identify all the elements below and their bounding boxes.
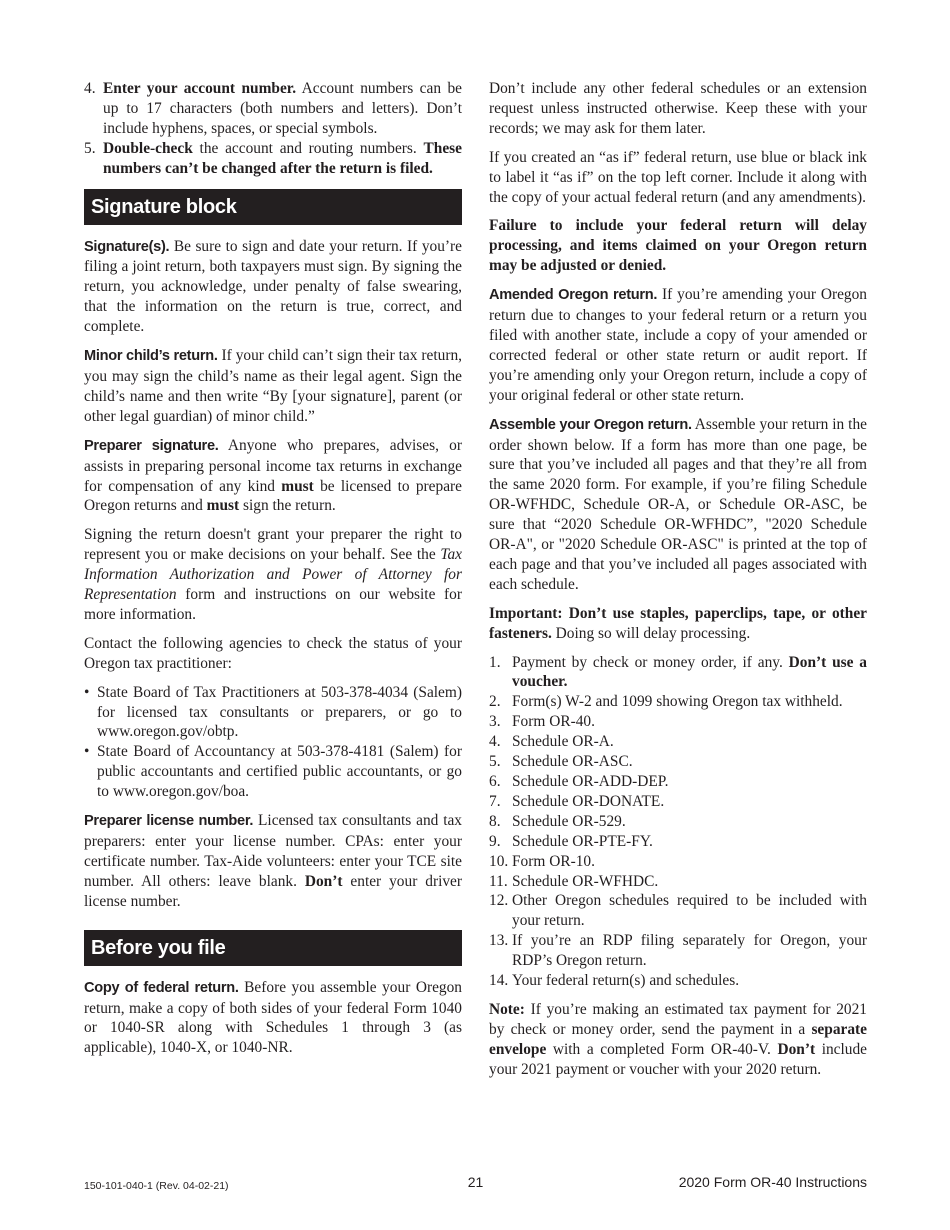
page-number: 21 (467, 1174, 484, 1190)
item-number: 13. (489, 932, 509, 950)
list-item (489, 653, 867, 693)
paragraph-label: Signature(s). (84, 238, 170, 255)
item-text: Payment by check or money order, if any. (512, 653, 789, 671)
step-number: 4. (84, 80, 96, 97)
paragraph-text: Signing the return doesn't grant your preparer the right to represent you or make decisions on your behalf. See the (84, 526, 462, 564)
list-item (489, 692, 867, 712)
emphasis: separate envelope (489, 1020, 867, 1058)
item-number: 1. (489, 653, 501, 671)
bullet-icon: • (84, 743, 90, 761)
paragraph-text: be licensed to prepare Oregon returns and (84, 477, 462, 515)
note-label: Note: (489, 1000, 525, 1018)
paragraph-label: Amended Oregon return. (489, 287, 658, 304)
item-number: 2. (489, 693, 501, 711)
item-text: Schedule OR-PTE-FY. (512, 832, 653, 850)
paragraph-text: Anyone who prepares, advises, or assists in preparing personal income tax returns in exchange for compensation of any kind (84, 436, 462, 495)
step-text: Account numbers can be up to 17 characters (both numbers and letters). Don’t include hyphens, spaces, or special symbols. (103, 80, 462, 137)
direct-deposit-steps (84, 79, 462, 179)
item-number: 9. (489, 832, 501, 850)
item-text: Form(s) W-2 and 1099 showing Oregon tax withheld. (512, 693, 843, 711)
item-text: Schedule OR-529. (512, 812, 626, 830)
paragraph-text: If you’re amending your Oregon return due to changes to your federal return or a return you filed with another state, include a copy of your amended or corrected federal or other state return or audit report. If you’re amending only your Oregon return, include a copy of your original federal or other state return. (489, 286, 867, 404)
item-number: 4. (489, 733, 501, 751)
list-item (489, 971, 867, 991)
step-label: Double-check (103, 139, 193, 157)
list-item (489, 712, 867, 732)
paragraph-label: Preparer signature. (84, 437, 219, 454)
paragraph-text: sign the return. (239, 497, 336, 515)
paragraph-text: If you’re making an estimated tax payment for 2021 by check or money order, send the payment in a (489, 1000, 867, 1038)
item-number: 7. (489, 792, 501, 810)
list-item (84, 742, 462, 802)
bullet-icon: • (84, 683, 90, 701)
paragraph-label: Minor child’s return. (84, 348, 218, 365)
paragraph-text: Be sure to sign and date your return. If you’re filing a joint return, both taxpayers must sign. By signing the return, you acknowledge, under penalty of false swearing, that the information on the return is true, correct, and complete. (84, 237, 462, 336)
list-item (489, 891, 867, 931)
signatures-paragraph (84, 237, 462, 338)
document-title: 2020 Form OR-40 Instructions (678, 1174, 867, 1190)
step-number: 5. (84, 139, 96, 157)
paragraph-text: If your child can’t sign their tax return, you may sign the child’s name as their legal agent. Sign the child’s name and then write “By [your signature], parent (or other legal guardian) of minor child.” (84, 347, 462, 425)
paragraph-text: Before you assemble your Oregon return, make a copy of both sides of your federal Form 1040 or 1040-SR along with Schedules 1 through 3 (as applicable), 1040-X, or 1040-NR. (84, 978, 462, 1057)
item-number: 3. (489, 713, 501, 731)
list-item (489, 812, 867, 832)
item-emphasis: Don’t use a voucher. (512, 653, 867, 691)
item-number: 8. (489, 812, 501, 830)
item-text: Schedule OR-DONATE. (512, 792, 665, 810)
emphasis: Don’t (777, 1040, 816, 1058)
list-item-text: State Board of Tax Practitioners at 503-378-4034 (Salem) for licensed tax consultants or preparers, or go to www.oregon.gov/obtp. (97, 683, 462, 741)
emphasis: Don’t (304, 872, 343, 890)
item-number: 5. (489, 753, 501, 771)
copy-federal-paragraph (84, 978, 462, 1059)
paragraph-text: form and instructions on our website for more information. (84, 586, 462, 623)
paragraph-text: Doing so will delay processing. (551, 624, 751, 642)
step-warning: These numbers can’t be changed after the return is filed. (103, 139, 462, 177)
preparer-signature-paragraph (84, 436, 462, 517)
paragraph-label: Copy of federal return. (84, 979, 239, 996)
assemble-paragraph (489, 415, 867, 595)
section-heading-signature-block: Signature block (84, 189, 462, 225)
section-heading-before-you-file: Before you file (84, 930, 462, 966)
amended-return-paragraph (489, 285, 867, 405)
emphasis: must (206, 497, 240, 515)
paragraph-text: Assemble your return in the order shown below. If a form has more than one page, be sure that you’ve included all pages and that they’re all from the same 2020 form. For example, if you’re filing Schedule OR-WFHDC, Schedule OR-A, or Schedule OR-ASC, be sure that “2020 Schedule OR-WFHDC”, "2020 Schedule OR-A", or "2020 Schedule OR-ASC" is printed at the top of each page and that you’ve included all pages associated with each schedule. (489, 415, 867, 593)
list-item (489, 931, 867, 971)
failure-warning (489, 216, 867, 276)
left-column (84, 79, 462, 1067)
list-item (489, 832, 867, 852)
emphasis: Important: Don’t use staples, paperclips, tape, or other fasteners. (489, 604, 867, 642)
list-item (489, 792, 867, 812)
important-paragraph (489, 604, 867, 644)
federal-schedules-paragraph: Don’t include any other federal schedules or an extension request unless instructed otherwise. Keep these with your records; we may ask for them later. (489, 80, 867, 137)
preparer-license-paragraph (84, 811, 462, 912)
list-item (489, 752, 867, 772)
right-column (489, 79, 867, 1089)
contact-paragraph: Contact the following agencies to check the status of your Oregon tax practitioner: (84, 634, 462, 672)
item-number: 12. (489, 892, 509, 910)
list-item (84, 683, 462, 743)
note-paragraph (489, 1000, 867, 1080)
paragraph-label: Preparer license number. (84, 813, 254, 830)
item-number: 11. (489, 872, 508, 890)
emphasis: must (281, 477, 314, 495)
page-footer (84, 1173, 867, 1193)
list-item (489, 732, 867, 752)
item-text: Schedule OR-ADD-DEP. (512, 773, 669, 790)
minor-child-paragraph (84, 346, 462, 427)
paragraph-text: with a completed Form OR-40-V. (546, 1040, 778, 1058)
paragraph-text: enter your driver license number. (84, 872, 463, 910)
item-text: Schedule OR-ASC. (512, 753, 633, 771)
form-id: 150-101-040-1 (Rev. 04-02-21) (84, 1180, 229, 1192)
item-number: 14. (489, 972, 509, 990)
form-title-italic: Tax Information Authorization and Power of Attorney for Representation (84, 546, 462, 604)
step-text: the account and routing numbers. (192, 139, 424, 157)
list-item (489, 872, 867, 892)
item-text: Form OR-10. (512, 852, 595, 870)
agency-list (84, 683, 462, 802)
signing-rights-paragraph (84, 525, 462, 625)
assembly-order-list (489, 653, 867, 991)
list-item (489, 772, 867, 792)
step-label: Enter your account number. (103, 80, 297, 97)
list-item (489, 852, 867, 872)
item-number: 6. (489, 773, 501, 790)
item-text: Your federal return(s) and schedules. (512, 972, 740, 990)
item-text: Form OR-40. (512, 713, 595, 731)
warning-text: Failure to include your federal return will delay processing, and items claimed on your Oregon return may be adjusted or denied. (489, 217, 867, 275)
item-text: Schedule OR-WFHDC. (512, 872, 659, 890)
item-text: Schedule OR-A. (512, 733, 614, 751)
paragraph-text: Licensed tax consultants and tax preparers: enter your license number. CPAs: enter your certificate number. Tax-Aide volunteers: enter your TCE site number. All others: leave blank. (84, 812, 462, 890)
item-number: 10. (489, 852, 509, 870)
list-item (84, 79, 462, 139)
list-item-text: State Board of Accountancy at 503-378-4181 (Salem) for public accountants and certified public accountants, or go to www.oregon.gov/boa. (97, 743, 462, 801)
item-text: If you’re an RDP filing separately for Oregon, your RDP’s Oregon return. (512, 932, 867, 970)
list-item (84, 139, 462, 179)
paragraph-label: Assemble your Oregon return. (489, 416, 692, 433)
paragraph-text: include your 2021 payment or voucher with your 2020 return. (489, 1040, 868, 1078)
item-text: Other Oregon schedules required to be included with your return. (512, 892, 867, 930)
as-if-paragraph: If you created an “as if” federal return, use blue or black ink to label it “as if” on the top left corner. Include it along with the copy of your actual federal return (and any amendments). (489, 148, 867, 206)
